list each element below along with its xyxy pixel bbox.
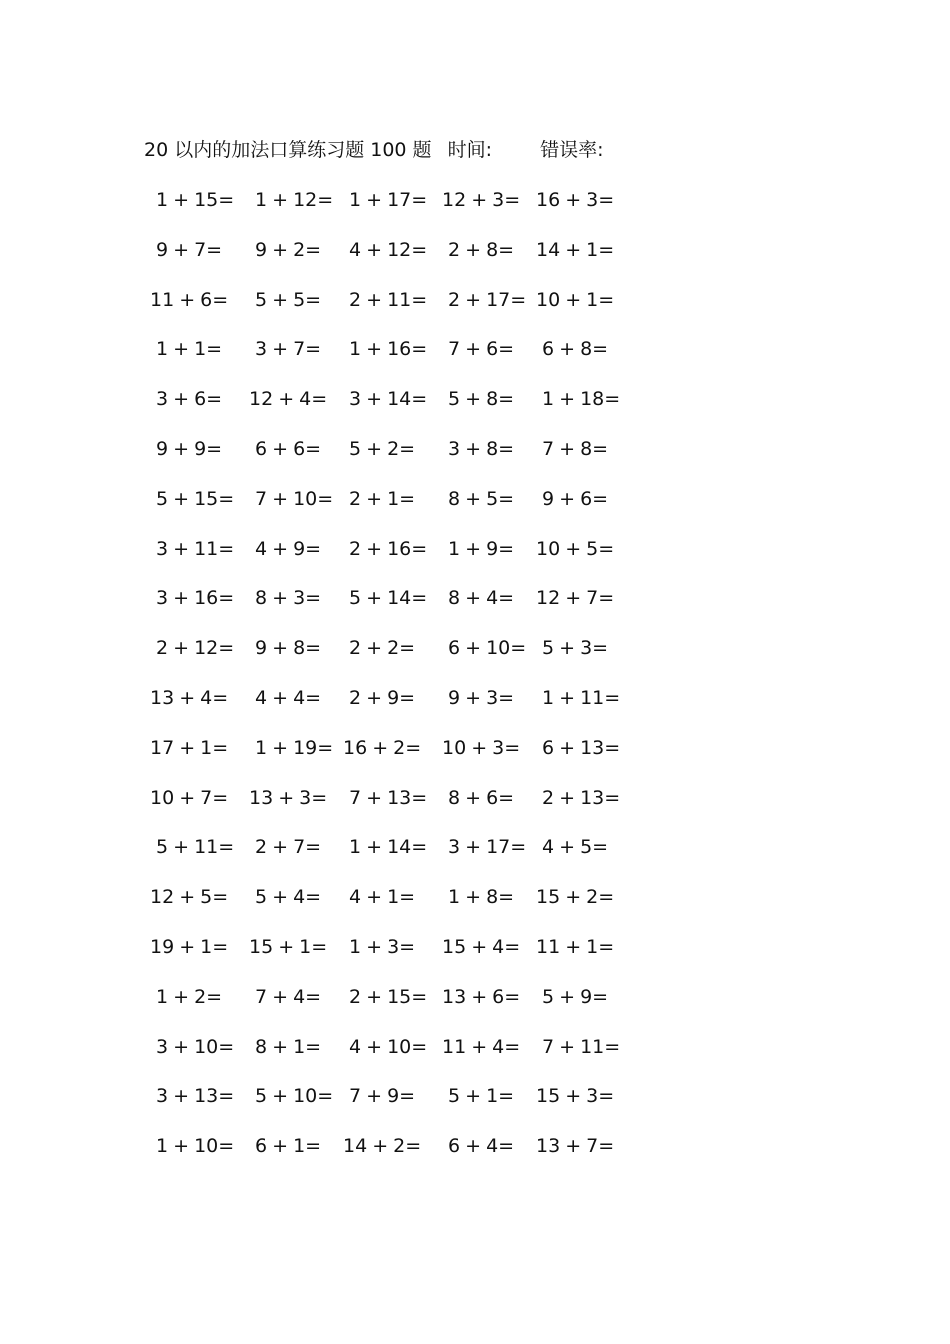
addition-problem: 1 + 18= [542, 388, 621, 410]
addition-problem: 2 + 7= [255, 836, 322, 858]
addition-problem: 12 + 3= [442, 189, 521, 211]
worksheet-title: 20 以内的加法口算练习题 100 题 [144, 139, 432, 161]
addition-problem: 1 + 19= [255, 737, 334, 759]
addition-problem: 7 + 11= [542, 1036, 621, 1058]
addition-problem: 4 + 1= [349, 886, 416, 908]
addition-problem: 5 + 11= [156, 836, 235, 858]
addition-problem: 5 + 4= [255, 886, 322, 908]
addition-problem: 15 + 4= [442, 936, 521, 958]
addition-problem: 5 + 10= [255, 1085, 334, 1107]
addition-problem: 3 + 14= [349, 388, 428, 410]
addition-problem: 2 + 12= [156, 637, 235, 659]
addition-problem: 12 + 7= [536, 587, 615, 609]
addition-problem: 5 + 8= [448, 388, 515, 410]
addition-problem: 12 + 5= [150, 886, 229, 908]
addition-problem: 9 + 6= [542, 488, 609, 510]
addition-problem: 5 + 1= [448, 1085, 515, 1107]
addition-problem: 17 + 1= [150, 737, 229, 759]
addition-problem: 3 + 17= [448, 836, 527, 858]
addition-problem: 4 + 4= [255, 687, 322, 709]
addition-problem: 5 + 15= [156, 488, 235, 510]
addition-problem: 5 + 9= [542, 986, 609, 1008]
error-rate-label: 错误率: [540, 139, 604, 161]
addition-problem: 8 + 4= [448, 587, 515, 609]
addition-problem: 1 + 9= [448, 538, 515, 560]
addition-problem: 13 + 4= [150, 687, 229, 709]
addition-problem: 1 + 10= [156, 1135, 235, 1157]
addition-problem: 5 + 2= [349, 438, 416, 460]
addition-problem: 3 + 7= [255, 338, 322, 360]
addition-problem: 8 + 5= [448, 488, 515, 510]
addition-problem: 7 + 10= [255, 488, 334, 510]
addition-problem: 1 + 16= [349, 338, 428, 360]
addition-problem: 6 + 10= [448, 637, 527, 659]
addition-problem: 1 + 3= [349, 936, 416, 958]
addition-problem: 6 + 6= [255, 438, 322, 460]
addition-problem: 7 + 6= [448, 338, 515, 360]
addition-problem: 3 + 6= [156, 388, 223, 410]
addition-problem: 11 + 4= [442, 1036, 521, 1058]
addition-problem: 3 + 11= [156, 538, 235, 560]
addition-problem: 15 + 1= [249, 936, 328, 958]
addition-problem: 15 + 2= [536, 886, 615, 908]
addition-problem: 3 + 13= [156, 1085, 235, 1107]
addition-problem: 7 + 13= [349, 787, 428, 809]
addition-problem: 2 + 15= [349, 986, 428, 1008]
addition-problem: 3 + 10= [156, 1036, 235, 1058]
addition-problem: 6 + 4= [448, 1135, 515, 1157]
addition-problem: 9 + 3= [448, 687, 515, 709]
addition-problem: 2 + 17= [448, 289, 527, 311]
worksheet-header [144, 136, 603, 164]
addition-problem: 11 + 1= [536, 936, 615, 958]
addition-problem: 16 + 3= [536, 189, 615, 211]
addition-problem: 2 + 8= [448, 239, 515, 261]
addition-problem: 10 + 1= [536, 289, 615, 311]
addition-problem: 9 + 2= [255, 239, 322, 261]
addition-problem: 13 + 3= [249, 787, 328, 809]
addition-problem: 8 + 6= [448, 787, 515, 809]
addition-problem: 13 + 6= [442, 986, 521, 1008]
addition-problem: 1 + 2= [156, 986, 223, 1008]
addition-problem: 1 + 1= [156, 338, 223, 360]
addition-problem: 14 + 1= [536, 239, 615, 261]
addition-problem: 4 + 10= [349, 1036, 428, 1058]
addition-problem: 6 + 13= [542, 737, 621, 759]
addition-problem: 1 + 11= [542, 687, 621, 709]
addition-problem: 7 + 4= [255, 986, 322, 1008]
addition-problem: 4 + 12= [349, 239, 428, 261]
addition-problem: 7 + 9= [349, 1085, 416, 1107]
addition-problem: 2 + 13= [542, 787, 621, 809]
addition-problem: 3 + 8= [448, 438, 515, 460]
addition-problem: 7 + 8= [542, 438, 609, 460]
addition-problem: 9 + 7= [156, 239, 223, 261]
addition-problem: 1 + 12= [255, 189, 334, 211]
addition-problem: 8 + 3= [255, 587, 322, 609]
addition-problem: 2 + 1= [349, 488, 416, 510]
addition-problem: 5 + 5= [255, 289, 322, 311]
addition-problem: 1 + 8= [448, 886, 515, 908]
addition-problem: 6 + 1= [255, 1135, 322, 1157]
addition-problem: 15 + 3= [536, 1085, 615, 1107]
addition-problem: 5 + 14= [349, 587, 428, 609]
addition-problem: 4 + 9= [255, 538, 322, 560]
addition-problem: 2 + 16= [349, 538, 428, 560]
addition-problem: 1 + 14= [349, 836, 428, 858]
addition-problem: 19 + 1= [150, 936, 229, 958]
addition-problem: 2 + 2= [349, 637, 416, 659]
addition-problem: 10 + 5= [536, 538, 615, 560]
addition-problem: 14 + 2= [343, 1135, 422, 1157]
addition-problem: 9 + 9= [156, 438, 223, 460]
addition-problem: 16 + 2= [343, 737, 422, 759]
addition-problem: 3 + 16= [156, 587, 235, 609]
addition-problem: 10 + 3= [442, 737, 521, 759]
addition-problem: 1 + 15= [156, 189, 235, 211]
addition-problem: 10 + 7= [150, 787, 229, 809]
addition-problem: 8 + 1= [255, 1036, 322, 1058]
addition-problem: 4 + 5= [542, 836, 609, 858]
addition-problem: 12 + 4= [249, 388, 328, 410]
addition-problem: 2 + 9= [349, 687, 416, 709]
addition-problem: 13 + 7= [536, 1135, 615, 1157]
addition-problem: 9 + 8= [255, 637, 322, 659]
time-label: 时间: [447, 139, 493, 161]
addition-problem: 5 + 3= [542, 637, 609, 659]
addition-problem: 11 + 6= [150, 289, 229, 311]
addition-problem: 1 + 17= [349, 189, 428, 211]
addition-problem: 2 + 11= [349, 289, 428, 311]
addition-problem: 6 + 8= [542, 338, 609, 360]
